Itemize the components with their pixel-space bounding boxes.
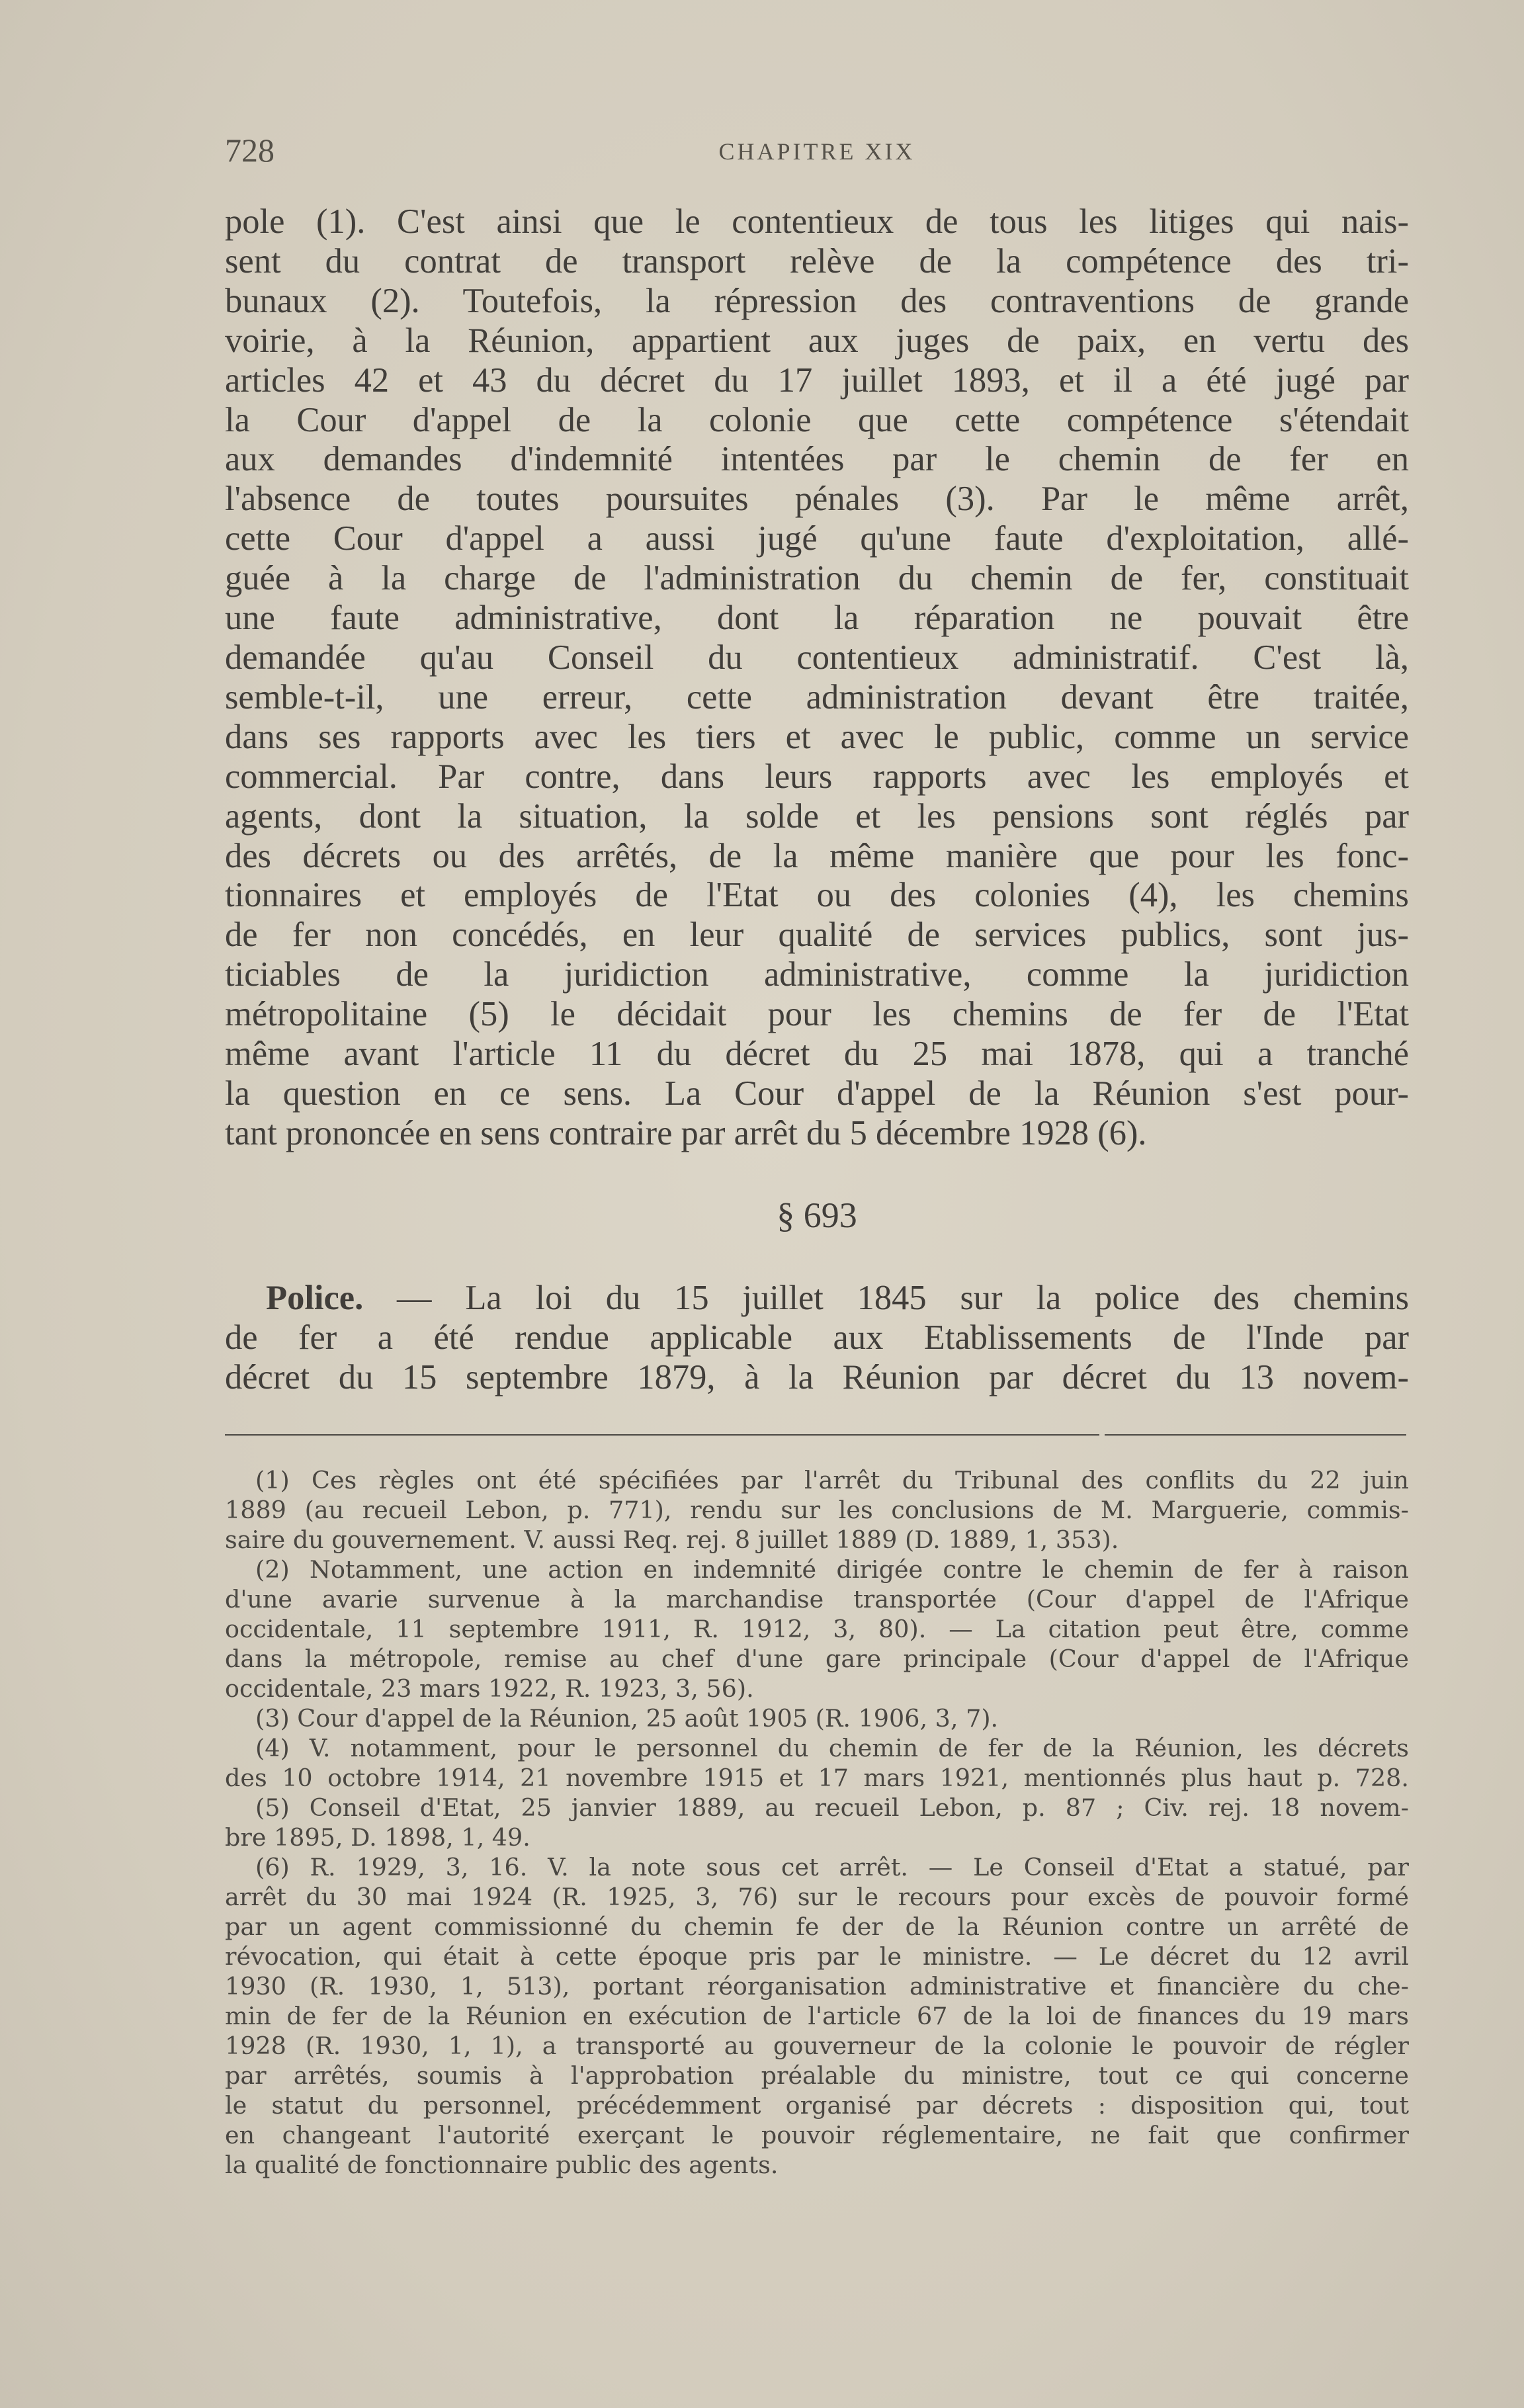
footnote-line: par un agent commissionné du chemin fe der de la Réunion contre un arrêté de bbox=[225, 1913, 1409, 1941]
body-line: agents, dont la situation, la solde et les pensions sont réglés par bbox=[225, 796, 1409, 836]
footnote-3 bbox=[225, 1703, 1409, 1733]
footnote-line: dans la métropole, remise au chef d'une gare principale (Cour d'appel de l'Afrique bbox=[225, 1645, 1409, 1673]
body-line: des décrets ou des arrêtés, de la même manière que pour les fonc- bbox=[225, 836, 1409, 875]
body-line: guée à la charge de l'administration du chemin de fer, constituait bbox=[225, 559, 1409, 598]
footnote-6 bbox=[225, 1852, 1409, 2180]
footnote-line: (3) Cour d'appel de la Réunion, 25 août 1905 (R. 1906, 3, 7). bbox=[255, 1704, 999, 1733]
body-line: l'absence de toutes poursuites pénales (3). Par le même arrêt, bbox=[225, 480, 1409, 519]
body-line: articles 42 et 43 du décret du 17 juillet 1893, et il a été jugé par bbox=[225, 361, 1409, 400]
body-line: ticiables de la juridiction administrative, comme la juridiction bbox=[225, 955, 1409, 994]
footnote-line: arrêt du 30 mai 1924 (R. 1925, 3, 76) sur le recours pour excès de pouvoir formé bbox=[225, 1883, 1409, 1911]
body-line: commercial. Par contre, dans leurs rapports avec les employés et bbox=[225, 757, 1409, 796]
section-paragraph bbox=[225, 1278, 1409, 1397]
footnote-5 bbox=[225, 1793, 1409, 1852]
section-line: de fer a été rendue applicable aux Etablissements de l'Inde par bbox=[225, 1318, 1409, 1357]
footnote-line: révocation, qui était à cette époque pris par le ministre. — Le décret du 12 avril bbox=[225, 1942, 1409, 1971]
body-line: dans ses rapports avec les tiers et avec le public, comme un service bbox=[225, 717, 1409, 756]
footnote-line: en changeant l'autorité exerçant le pouvoir réglementaire, ne fait que confirmer bbox=[225, 2121, 1409, 2149]
footnote-line: le statut du personnel, précédemment organisé par décrets : disposition qui, tout bbox=[225, 2091, 1409, 2120]
section-lead: Police. bbox=[266, 1279, 364, 1317]
footnote-line: d'une avarie survenue à la marchandise transportée (Cour d'appel de l'Afrique bbox=[225, 1585, 1409, 1613]
section-line bbox=[225, 1278, 1409, 1318]
footnote-line: (2) Notamment, une action en indemnité dirigée contre le chemin de fer à raison bbox=[255, 1555, 1409, 1584]
body-line: aux demandes d'indemnité intentées par le chemin de fer en bbox=[225, 440, 1409, 479]
footnote-line: (1) Ces règles ont été spécifiées par l'arrêt du Tribunal des conflits du 22 juin bbox=[255, 1466, 1409, 1494]
body-line: semble-t-il, une erreur, cette administration devant être traitée, bbox=[225, 677, 1409, 716]
footnote-line: (4) V. notamment, pour le personnel du chemin de fer de la Réunion, les décrets bbox=[255, 1734, 1409, 1762]
body-paragraph bbox=[225, 202, 1409, 1154]
footnotes bbox=[225, 1465, 1409, 2180]
page-header bbox=[225, 131, 1409, 171]
body-line: tant prononcée en sens contraire par arrêt du 5 décembre 1928 (6). bbox=[225, 1113, 1147, 1152]
body-line: de fer non concédés, en leur qualité de services publics, sont jus- bbox=[225, 916, 1409, 955]
footnote-line: saire du gouvernement. V. aussi Req. rej. 8 juillet 1889 (D. 1889, 1, 353). bbox=[225, 1526, 1119, 1554]
footnote-line: 1930 (R. 1930, 1, 513), portant réorganisation administrative et financière du che- bbox=[225, 1972, 1409, 2000]
body-line: cette Cour d'appel a aussi jugé qu'une faute d'exploitation, allé- bbox=[225, 519, 1409, 558]
footnote-1 bbox=[225, 1465, 1409, 1555]
body-line: même avant l'article 11 du décret du 25 mai 1878, qui a tranché bbox=[225, 1035, 1409, 1074]
footnote-rule bbox=[1105, 1434, 1406, 1436]
section-line-text: — La loi du 15 juillet 1845 sur la police des chemins bbox=[363, 1279, 1409, 1317]
footnote-line: des 10 octobre 1914, 21 novembre 1915 et 17 mars 1921, mentionnés plus haut p. 728. bbox=[225, 1764, 1409, 1792]
body-line: tionnaires et employés de l'Etat ou des colonies (4), les chemins bbox=[225, 876, 1409, 915]
running-head: CHAPITRE XIX bbox=[718, 138, 915, 165]
footnote-line: 1928 (R. 1930, 1, 1), a transporté au gouverneur de la colonie le pouvoir de régler bbox=[225, 2032, 1409, 2060]
section-heading: § 693 bbox=[777, 1195, 857, 1235]
body-line: demandée qu'au Conseil du contentieux administratif. C'est là, bbox=[225, 638, 1409, 677]
footnote-line: la qualité de fonctionnaire public des agents. bbox=[225, 2151, 779, 2179]
footnote-line: par arrêtés, soumis à l'approbation préalable du ministre, tout ce qui concerne bbox=[225, 2061, 1409, 2090]
page-number: 728 bbox=[225, 132, 275, 169]
footnote-rule bbox=[225, 1434, 1099, 1436]
body-line: pole (1). C'est ainsi que le contentieux de tous les litiges qui nais- bbox=[225, 202, 1409, 241]
body-line: une faute administrative, dont la réparation ne pouvait être bbox=[225, 599, 1409, 638]
body-line: bunaux (2). Toutefois, la répression des contraventions de grande bbox=[225, 281, 1409, 320]
footnote-line: occidentale, 11 septembre 1911, R. 1912, 3, 80). — La citation peut être, comme bbox=[225, 1615, 1409, 1643]
footnote-4 bbox=[225, 1733, 1409, 1793]
footnote-line: (6) R. 1929, 3, 16. V. la note sous cet arrêt. — Le Conseil d'Etat a statué, par bbox=[255, 1853, 1409, 1881]
body-line: la Cour d'appel de la colonie que cette compétence s'étendait bbox=[225, 400, 1409, 439]
body-line: la question en ce sens. La Cour d'appel de la Réunion s'est pour- bbox=[225, 1074, 1409, 1113]
section-line: décret du 15 septembre 1879, à la Réunion par décret du 13 novem- bbox=[225, 1358, 1409, 1397]
body-line: métropolitaine (5) le décidait pour les chemins de fer de l'Etat bbox=[225, 995, 1409, 1034]
body-line: voirie, à la Réunion, appartient aux juges de paix, en vertu des bbox=[225, 321, 1409, 360]
footnote-line: min de fer de la Réunion en exécution de l'article 67 de la loi de finances du 19 mars bbox=[225, 2002, 1409, 2030]
body-line: sent du contrat de transport relève de la compétence des tri- bbox=[225, 241, 1409, 280]
footnote-2 bbox=[225, 1555, 1409, 1703]
footnote-line: occidentale, 23 mars 1922, R. 1923, 3, 56). bbox=[225, 1674, 754, 1703]
footnote-line: (5) Conseil d'Etat, 25 janvier 1889, au recueil Lebon, p. 87 ; Civ. rej. 18 novem- bbox=[255, 1793, 1409, 1822]
footnote-line: 1889 (au recueil Lebon, p. 771), rendu sur les conclusions de M. Marguerie, commis- bbox=[225, 1496, 1409, 1524]
footnote-line: bre 1895, D. 1898, 1, 49. bbox=[225, 1823, 530, 1852]
